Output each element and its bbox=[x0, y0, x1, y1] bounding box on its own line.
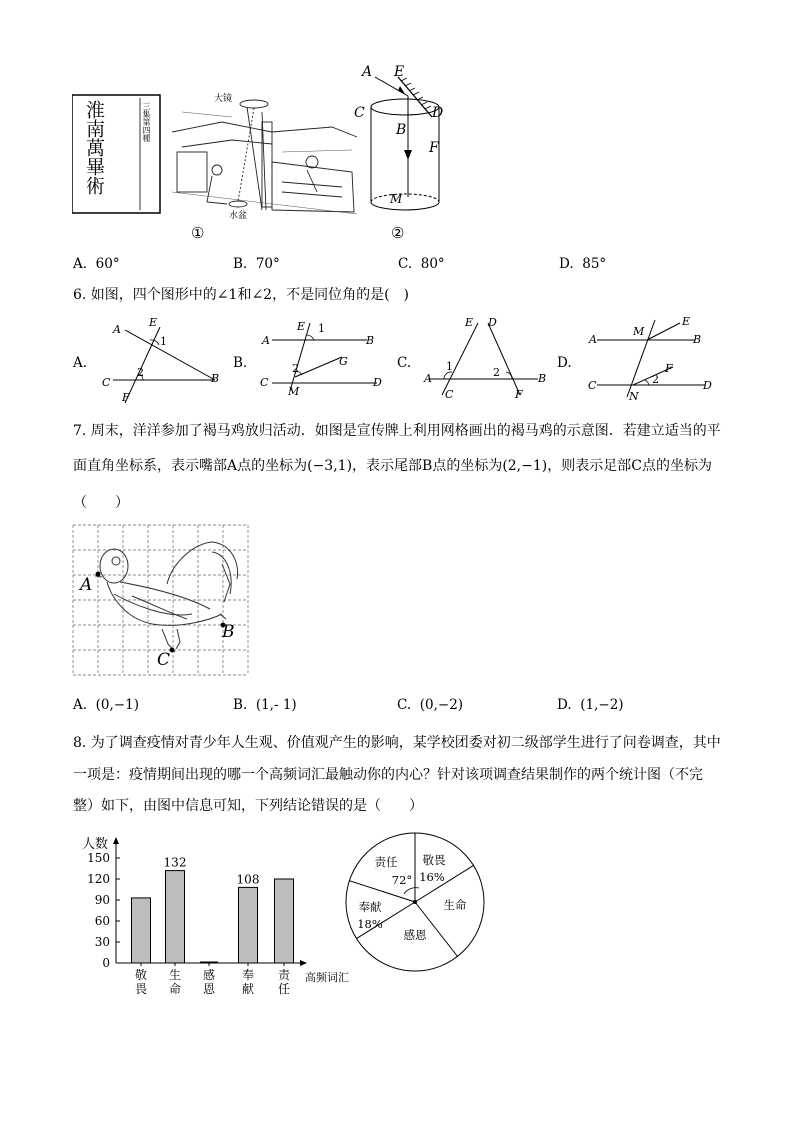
q7-option-a[interactable]: A. (0,−1) bbox=[73, 697, 139, 713]
q6-option-b[interactable]: B. bbox=[233, 355, 248, 371]
q7-stem-line2: 面直角坐标系，表示嘴部A点的坐标为(−3,1)，表示尾部B点的坐标为(2,−1)，则表示足部C点的坐标为 bbox=[73, 458, 712, 474]
bar-x-arrow bbox=[300, 960, 307, 966]
bar-category-label: 奉 bbox=[241, 968, 255, 982]
q6b-label-2: 2 bbox=[292, 362, 299, 375]
q6d-label-A: A bbox=[589, 333, 597, 346]
q5-figure-2 bbox=[350, 62, 460, 222]
q5-option-b[interactable]: B. 70° bbox=[233, 256, 280, 272]
figure2-caption: ② bbox=[391, 224, 405, 242]
q8-stem-line2: 一项是：疫情期间出现的哪一个高频词汇最触动你的内心？针对该项调查结果制作的两个统计图（不完 bbox=[73, 767, 703, 783]
q6b-label-G: G bbox=[339, 355, 348, 368]
q8-stem-line3: 整）如下，由图中信息可知，下列结论错误的是（ ） bbox=[73, 798, 423, 814]
pie-slice-name: 生命 bbox=[443, 898, 467, 912]
pie-slice-label: 16% bbox=[419, 870, 445, 884]
book-title: 淮南萬畢術 bbox=[83, 100, 105, 195]
q6b-label-D: D bbox=[373, 376, 382, 389]
q6c-label-F: F bbox=[515, 388, 523, 401]
bar-y-label: 人数 bbox=[82, 837, 109, 852]
pie-center bbox=[413, 900, 417, 904]
bar-category-label: 恩 bbox=[202, 982, 216, 996]
bar-y-tick-label: 90 bbox=[94, 893, 110, 907]
q5-figure-1 bbox=[72, 92, 362, 222]
q6a-label-C: C bbox=[102, 376, 111, 389]
q6b-label-E: E bbox=[297, 320, 306, 333]
q6d-label-M: M bbox=[633, 325, 645, 338]
bar-category-label: 敬 bbox=[134, 968, 148, 982]
q6d-label-D: D bbox=[703, 379, 712, 392]
bar-category-label: 命 bbox=[168, 982, 182, 996]
q8-stem-line1: 8. 为了调查疫情对青少年人生观、价值观产生的影响，某学校团委对初二级部学生进行了问卷调查，其中 bbox=[73, 735, 721, 751]
bar-category-label: 献 bbox=[241, 982, 255, 996]
bar-生命 bbox=[166, 871, 185, 963]
bar-y-tick-label: 150 bbox=[87, 851, 110, 865]
q6-option-c[interactable]: C. bbox=[397, 355, 412, 371]
q7-point-B: B bbox=[222, 622, 235, 642]
bar-责任 bbox=[275, 879, 294, 963]
q8-bar-chart bbox=[72, 832, 362, 1002]
q7-point-A: A bbox=[80, 575, 93, 595]
fig2-label-C: C bbox=[354, 105, 365, 121]
bar-category-label: 畏 bbox=[134, 982, 148, 996]
pie-slice-name: 责任 bbox=[374, 855, 398, 869]
q6d-label-2: 2 bbox=[652, 373, 659, 386]
pie-slice-name: 奉献 bbox=[358, 900, 382, 914]
bar-category-label: 生 bbox=[168, 968, 182, 982]
q5-option-d[interactable]: D. 85° bbox=[559, 256, 607, 272]
q6a-label-A: A bbox=[113, 323, 121, 336]
q6a-label-1: 1 bbox=[160, 335, 167, 348]
q6b-label-A: A bbox=[262, 334, 270, 347]
q6d-label-C: C bbox=[588, 379, 597, 392]
book-subtitle: 三集第四種 bbox=[142, 102, 151, 142]
q6b-label-C: C bbox=[260, 376, 269, 389]
q7-point-C: C bbox=[157, 650, 171, 670]
q6c-label-2: 2 bbox=[493, 366, 500, 379]
fig2-label-D: D bbox=[432, 105, 444, 121]
bar-category-label: 责 bbox=[277, 968, 291, 982]
q7-stem-line1: 7. 周末，洋洋参加了褐马鸡放归活动．如图是宣传牌上利用网格画出的褐马鸡的示意图．若建立适当的平 bbox=[73, 423, 721, 439]
q6a-label-2: 2 bbox=[137, 366, 144, 379]
bar-y-arrow bbox=[113, 837, 119, 844]
q6d-label-B: B bbox=[693, 333, 702, 346]
q6c-label-C: C bbox=[445, 388, 454, 401]
q5-option-a[interactable]: A. 60° bbox=[73, 256, 120, 272]
q6b-label-1: 1 bbox=[318, 322, 325, 335]
q6-stem: 6. 如图，四个图形中的∠1和∠2，不是同位角的是( ) bbox=[73, 287, 410, 303]
label-mirror: 大镜 bbox=[214, 94, 233, 104]
q6a-label-F: F bbox=[122, 391, 130, 404]
bar-x-label: 高频词汇 bbox=[305, 971, 349, 984]
pie-slice-name: 感恩 bbox=[403, 928, 427, 942]
figure1-caption: ① bbox=[191, 224, 205, 242]
q6b-label-B: B bbox=[366, 334, 375, 347]
q6d-label-N: N bbox=[629, 390, 639, 403]
q7-option-d[interactable]: D. (1,−2) bbox=[557, 697, 624, 713]
q7-option-b[interactable]: B. (1,- 1) bbox=[233, 697, 297, 713]
q6a-label-E: E bbox=[149, 316, 158, 329]
fig2-label-B: B bbox=[396, 122, 407, 138]
q8-pie-chart bbox=[342, 832, 492, 982]
bar-category-label: 任 bbox=[277, 982, 291, 996]
q6-figure-d bbox=[585, 315, 720, 400]
q6-option-a[interactable]: A. bbox=[73, 355, 88, 371]
pie-slice-label: 18% bbox=[357, 917, 383, 931]
q6c-label-D: D bbox=[488, 316, 497, 329]
pie-slice-name: 敬畏 bbox=[422, 853, 446, 867]
fig2-label-M: M bbox=[390, 192, 403, 206]
bar-敬畏 bbox=[132, 898, 151, 963]
q6b-label-M: M bbox=[288, 385, 300, 398]
bar-y-tick-label: 30 bbox=[94, 935, 110, 949]
fig2-label-E: E bbox=[394, 64, 405, 80]
bar-y-tick-label: 60 bbox=[94, 914, 110, 928]
bar-奉献 bbox=[239, 887, 258, 963]
bar-data-label: 108 bbox=[236, 872, 260, 887]
fig2-label-A: A bbox=[362, 64, 373, 80]
bar-category-label: 感 bbox=[202, 968, 216, 982]
bar-data-label: 132 bbox=[163, 855, 187, 870]
label-basin: 水盆 bbox=[229, 211, 248, 221]
q6c-label-A: A bbox=[424, 372, 432, 385]
q6d-label-E: E bbox=[682, 315, 691, 328]
q6c-label-1: 1 bbox=[446, 360, 453, 373]
q6-option-d[interactable]: D. bbox=[557, 355, 572, 371]
bar-y-tick-label: 0 bbox=[102, 956, 110, 970]
pie-slice-label: 72° bbox=[391, 873, 413, 887]
q6c-label-E: E bbox=[465, 316, 474, 329]
q6a-label-B: B bbox=[211, 372, 220, 385]
q6-figure-c bbox=[420, 315, 545, 400]
bar-y-tick-label: 120 bbox=[87, 872, 110, 886]
q6c-label-B: B bbox=[538, 372, 547, 385]
q7-stem-line3: （ ） bbox=[73, 495, 129, 511]
q6d-label-F: F bbox=[665, 362, 673, 375]
fig2-label-F: F bbox=[429, 140, 439, 156]
q7-option-c[interactable]: C. (0,−2) bbox=[397, 697, 464, 713]
q5-option-c[interactable]: C. 80° bbox=[398, 256, 445, 272]
